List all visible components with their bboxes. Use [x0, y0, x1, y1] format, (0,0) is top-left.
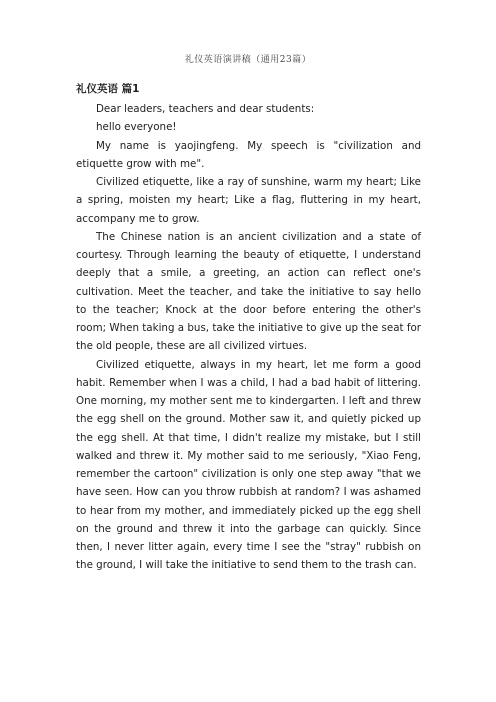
document-body: [76, 80, 421, 575]
paragraph-greeting: Dear leaders, teachers and dear students:: [96, 103, 315, 115]
paragraph-chinese-nation: The Chinese nation is an ancient civilization and a state of courtesy. Through learning the beauty of etiquette, I understand deeply that a smile, a greeting, an action can reflect one's cultivation. Meet the teacher, and take the initiative to say hello to the teacher; Knock at the door before entering the other's room; When taking a bus, take the initiative to give up the seat for the old people, these are all civilized virtues.: [76, 230, 421, 353]
paragraph-metaphor: Civilized etiquette, like a ray of sunshine, warm my heart; Like a spring, moisten my heart; Like a flag, fluttering in my heart, accompany me to grow.: [76, 176, 421, 225]
paragraph-good-habit: Civilized etiquette, always in my heart, let me form a good habit. Remember when I was a child, I had a bad habit of littering. One morning, my mother sent me to kindergarten. I left and threw the egg shell on the ground. Mother saw it, and quietly picked up the egg shell. At that time, I didn't realize my mistake, but I still walked and threw it. My mother said to me seriously, "Xiao Feng, remember the cartoon" civilization is only one step away "that we have seen. How can you throw rubbish at random? I was ashamed to hear from my mother, and immediately picked up the egg shell on the ground and threw it into the garbage can quickly. Since then, I never litter again, every time I see the "stray" rubbish on the ground, I will take the initiative to send them to the trash can.: [76, 358, 421, 572]
paragraph-hello: hello everyone!: [96, 121, 177, 134]
page-header: 礼仪英语演讲稿（通用23篇）: [184, 55, 312, 65]
section-title: 礼仪英语 篇1: [76, 83, 140, 95]
paragraph-introduction: My name is yaojingfeng. My speech is "civilization and etiquette grow with me".: [76, 139, 421, 170]
